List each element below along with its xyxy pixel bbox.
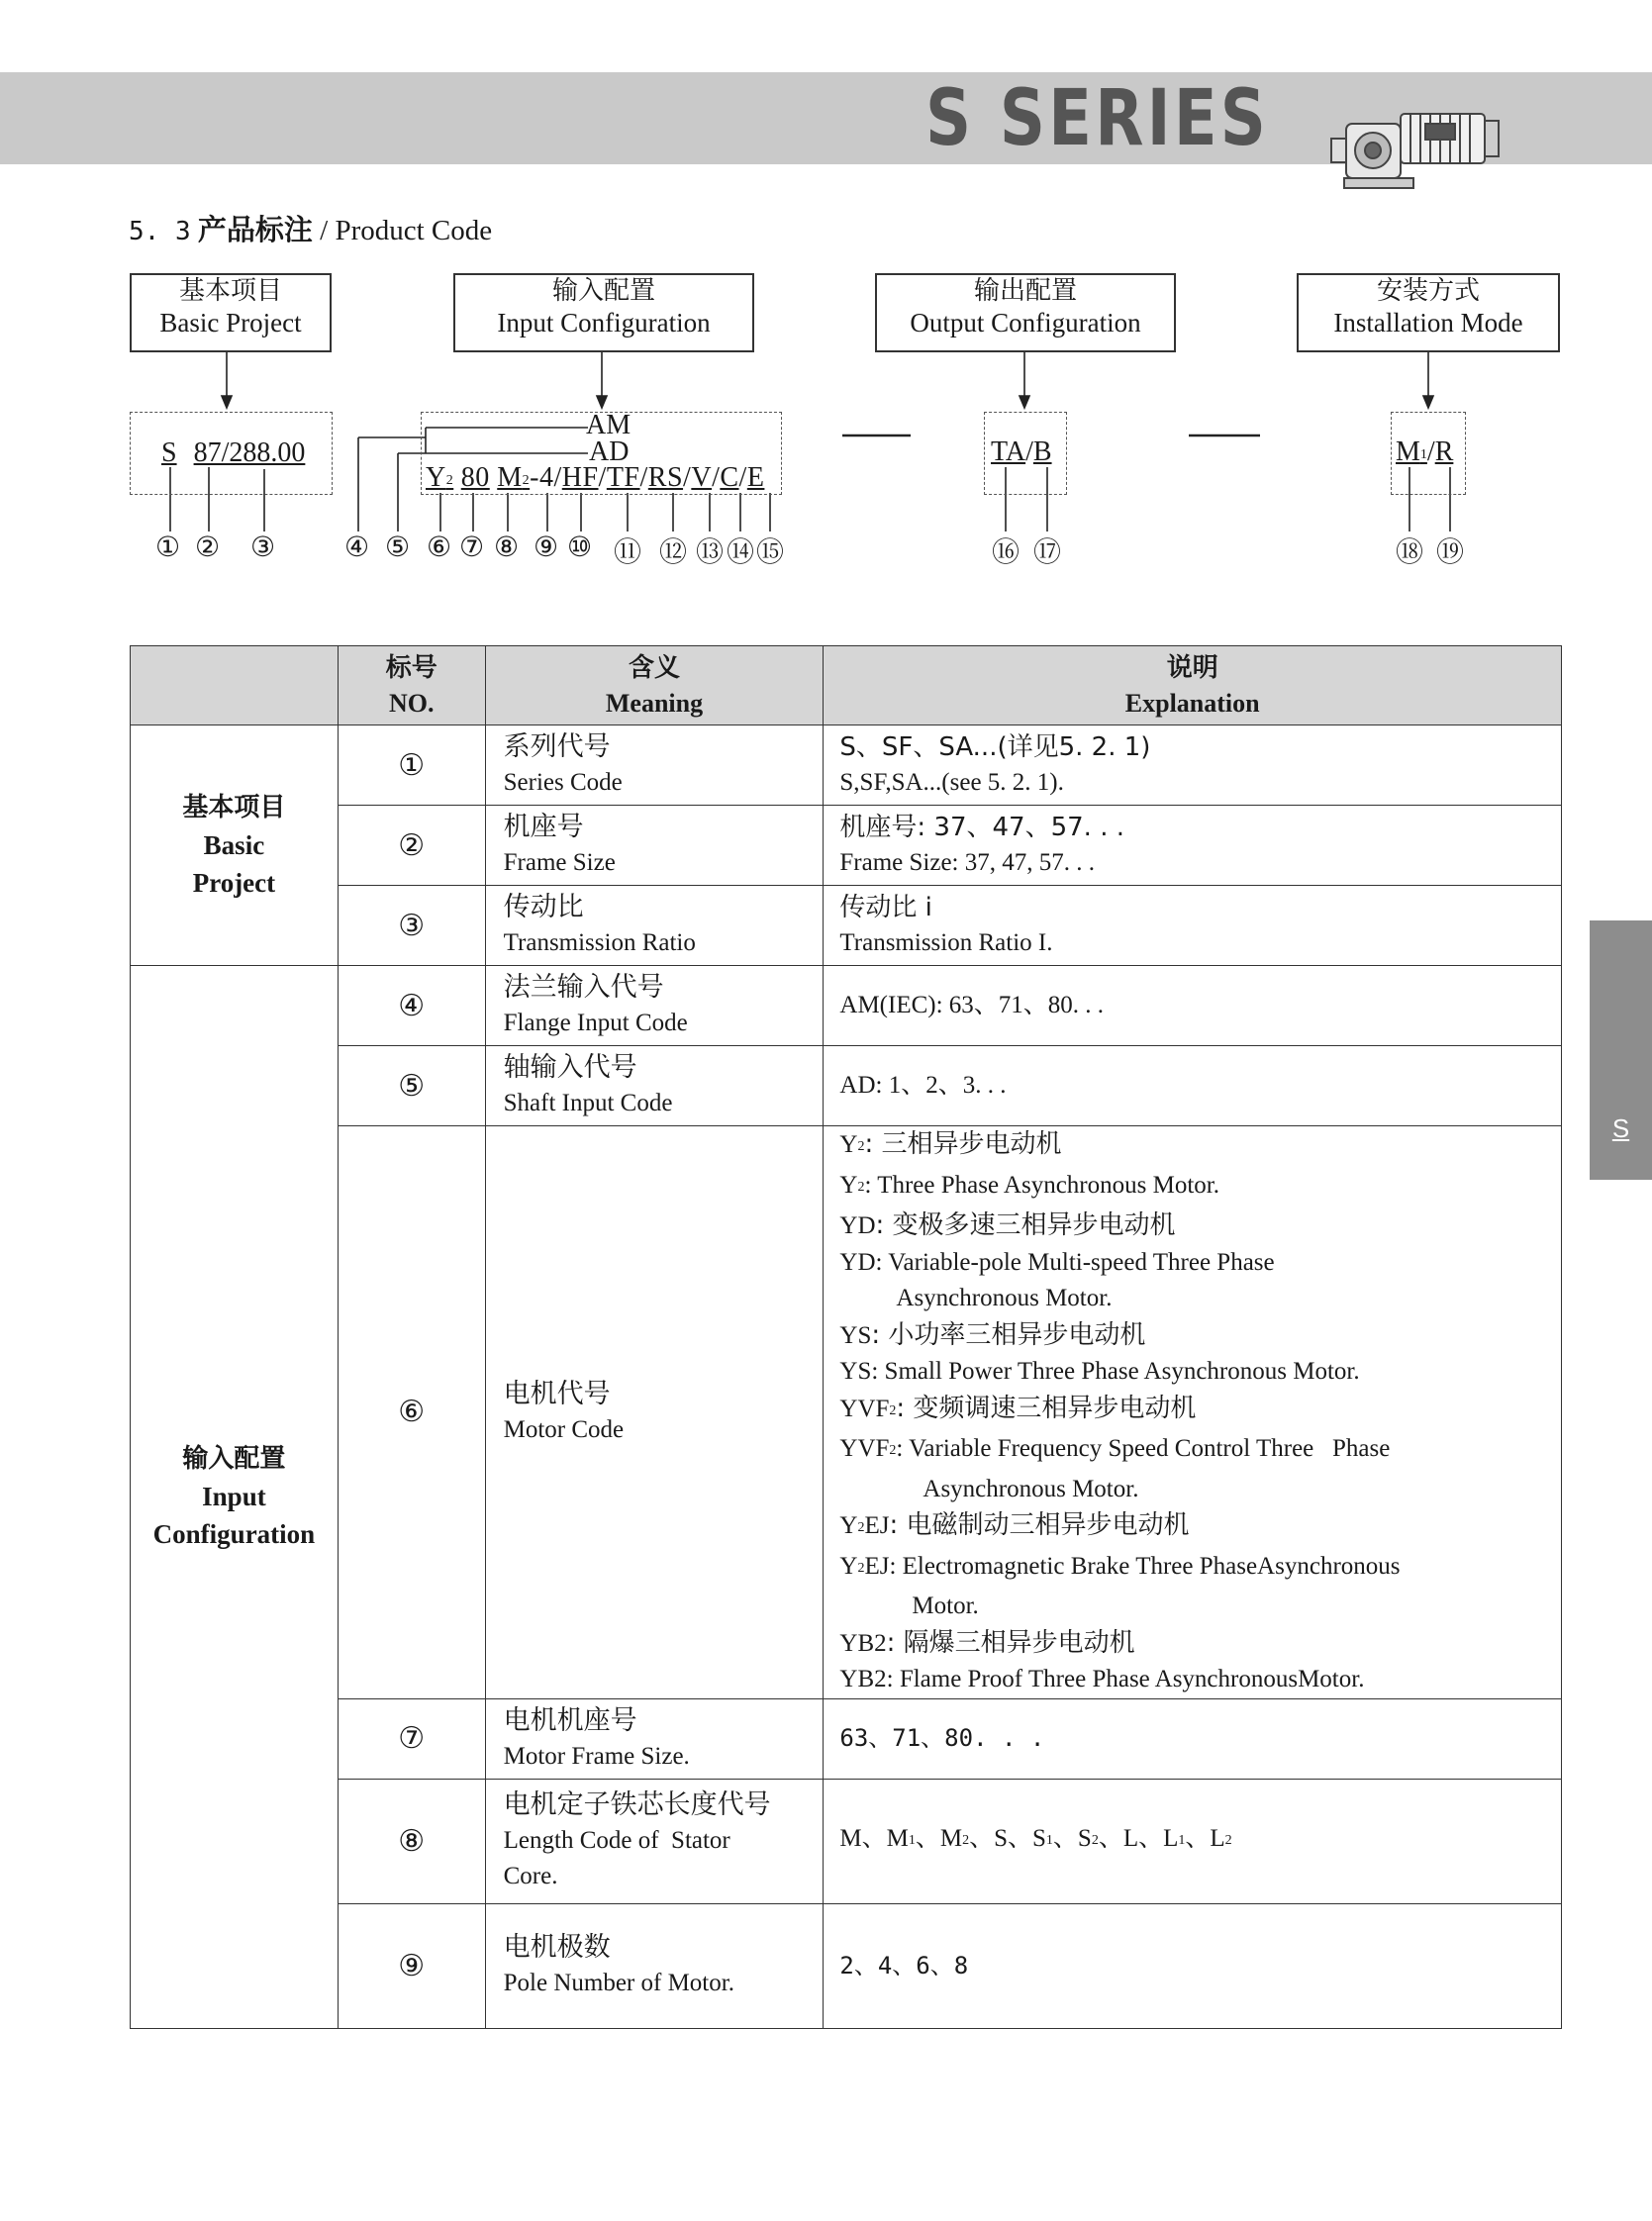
- table-row: [131, 1046, 1562, 1126]
- stator-code-sub: 1: [908, 1832, 916, 1848]
- explanation-line: Transmission Ratio I.: [839, 929, 1053, 956]
- table-row: [131, 1903, 1562, 2028]
- explanation-line: [839, 1391, 1561, 1432]
- code-m1: M: [1396, 436, 1420, 467]
- motor-text: : 小功率三相异步电动机: [871, 1319, 1146, 1350]
- explanation-line: [839, 1126, 1561, 1168]
- motor-prefix: YVF: [839, 1395, 890, 1422]
- table-row: [131, 1126, 1562, 1699]
- code-slash-2: /: [639, 462, 648, 493]
- explanation-line: [839, 1549, 1561, 1590]
- motor-prefix-sub: 2: [857, 1560, 865, 1576]
- meaning-cell: [485, 725, 824, 806]
- group-input-en1: Input: [202, 1482, 266, 1512]
- explanation-line: [839, 1507, 1561, 1549]
- box-basic-project: [130, 273, 332, 352]
- motor-prefix-sub: 2: [857, 1520, 865, 1535]
- explanation-cell: [824, 1046, 1562, 1126]
- circle-2: ②: [195, 531, 221, 563]
- code-poles: -4/: [530, 462, 562, 493]
- code-e: E: [746, 462, 765, 493]
- motor-prefix: YVF: [839, 1435, 890, 1462]
- motor-text: : Variable Frequency Speed Control Three Phase: [896, 1435, 1391, 1462]
- side-tab[interactable]: [1590, 920, 1652, 1180]
- motor-prefix: YS: [839, 1358, 872, 1385]
- circle-19: ⑲: [1436, 535, 1465, 568]
- stator-code-part: 、S: [1052, 1824, 1092, 1852]
- group-input-en2: Configuration: [152, 1519, 316, 1550]
- meaning-cn: 法兰输入代号: [503, 972, 664, 1003]
- meaning-cn: 系列代号: [503, 731, 611, 762]
- explanation-cell: [824, 1779, 1562, 1903]
- stator-code-part: M、M: [839, 1824, 909, 1852]
- group-basic-cn: 基本项目: [182, 793, 286, 822]
- meaning-en: Frame Size: [503, 849, 616, 876]
- code-b: B: [1032, 436, 1052, 467]
- explanation-line: 63、71、80. . .: [839, 1724, 1045, 1753]
- code-80: 80: [460, 462, 490, 493]
- code-rs: RS: [647, 462, 684, 493]
- group-basic-en1: Basic: [203, 830, 265, 860]
- box-installation-mode: [1297, 273, 1560, 352]
- explanation-cell: [824, 725, 1562, 806]
- motor-text: : Small Power Three Phase Asynchronous Motor.: [871, 1358, 1360, 1385]
- meaning-cell: [485, 886, 824, 966]
- header-no-cn: 标号: [385, 652, 437, 683]
- circle-5: ⑤: [385, 531, 411, 563]
- group-input-configuration: [131, 966, 339, 2029]
- code-ta: TA: [991, 436, 1026, 467]
- explanation-line: AD: 1、2、3. . .: [839, 1071, 1007, 1099]
- motor-text: : 电磁制动三相异步电动机: [889, 1510, 1190, 1540]
- group-basic-project: [131, 725, 339, 966]
- meaning-cn: 机座号: [503, 812, 584, 842]
- box-basic-project-cn: 基本项目: [178, 276, 282, 306]
- motor-prefix-sub: 2: [889, 1402, 897, 1418]
- header-explanation-en: Explanation: [1124, 688, 1260, 718]
- header-explanation-cn: 说明: [1166, 652, 1218, 683]
- motor-prefix: Y: [839, 1171, 858, 1199]
- explanation-line: 机座号: 37、47、57. . .: [839, 812, 1124, 842]
- circle-7: ⑦: [459, 531, 485, 563]
- motor-prefix-suffix: EJ: [864, 1512, 890, 1539]
- stator-code-sub: 2: [1091, 1832, 1099, 1848]
- group-input-cn: 输入配置: [182, 1444, 286, 1475]
- code-install-slash: /: [1426, 436, 1435, 467]
- row-number: ④: [338, 966, 485, 1046]
- circle-1: ①: [155, 531, 181, 563]
- code-tf: TF: [606, 462, 640, 493]
- motor-prefix-sub: 2: [857, 1179, 865, 1195]
- circle-13: ⑬: [696, 535, 725, 568]
- explanation-line: [839, 1431, 1561, 1472]
- explanation-line: 2、4、6、8: [839, 1951, 969, 1980]
- circle-14: ⑭: [727, 535, 755, 568]
- table-row: [131, 806, 1562, 886]
- page-title: S SERIES: [925, 74, 1270, 163]
- motor-prefix-suffix: EJ: [864, 1552, 890, 1580]
- explanation-line: Asynchronous Motor.: [923, 1475, 1139, 1502]
- header-no-en: NO.: [389, 688, 435, 718]
- stator-code-sub: 2: [1224, 1832, 1232, 1848]
- meaning-en: Transmission Ratio: [503, 929, 696, 956]
- explanation-cell: [824, 1903, 1562, 2028]
- table-row: [131, 886, 1562, 966]
- input-code: [426, 462, 764, 494]
- motor-text: : Three Phase Asynchronous Motor.: [864, 1171, 1219, 1199]
- explanation-line: [839, 1354, 1561, 1391]
- basic-code: [161, 437, 305, 469]
- circle-12: ⑫: [659, 535, 688, 568]
- code-v: V: [691, 462, 713, 493]
- stator-code-part: 、S、S: [969, 1824, 1046, 1852]
- section-separator: /: [320, 215, 329, 246]
- code-frame-ratio: 87/288.00: [193, 437, 306, 468]
- motor-text: : Electromagnetic Brake Three PhaseAsynchronous: [889, 1552, 1401, 1580]
- output-code: [991, 436, 1052, 468]
- meaning-en: Core.: [503, 1863, 558, 1889]
- code-y-sub: 2: [445, 473, 454, 488]
- box-output-configuration: [875, 273, 1176, 352]
- circle-15: ⑮: [756, 535, 785, 568]
- explanation-line: [839, 1168, 1561, 1208]
- meaning-cell: [485, 1126, 824, 1699]
- code-c: C: [720, 462, 739, 493]
- explanation-line: Motor.: [912, 1593, 979, 1619]
- circle-18: ⑱: [1396, 535, 1424, 568]
- row-number: ⑤: [338, 1046, 485, 1126]
- stator-code-part: 、L、L: [1098, 1824, 1179, 1852]
- circle-16: ⑯: [992, 535, 1020, 568]
- circle-8: ⑧: [494, 531, 520, 563]
- meaning-cell: [485, 1903, 824, 2028]
- explanation-line: [839, 1207, 1561, 1245]
- meaning-cell: [485, 806, 824, 886]
- motor-prefix: Y: [839, 1131, 858, 1158]
- meaning-en: Length Code of Stator: [503, 1827, 730, 1854]
- meaning-cell: [485, 1779, 824, 1903]
- motor-prefix: YD: [839, 1248, 876, 1276]
- table-row: [131, 725, 1562, 806]
- motor-prefix: YB2: [839, 1629, 887, 1657]
- motor-text: : 隔爆三相异步电动机: [886, 1627, 1135, 1658]
- circle-11: ⑪: [614, 535, 642, 568]
- table-row: [131, 966, 1562, 1046]
- product-code-table: [130, 645, 1562, 2029]
- explanation-cell: [824, 1126, 1562, 1699]
- meaning-en: Pole Number of Motor.: [503, 1970, 734, 1996]
- motor-text: : 变极多速三相异步电动机: [875, 1210, 1176, 1240]
- header-no: [338, 646, 485, 725]
- stator-code-sub: 2: [962, 1832, 970, 1848]
- header-group: [131, 646, 339, 725]
- explanation-line: Asynchronous Motor.: [896, 1285, 1113, 1311]
- explanation-line: [839, 1821, 1561, 1862]
- meaning-cn: 电机机座号: [503, 1704, 637, 1736]
- motor-prefix: Y: [839, 1552, 858, 1580]
- meaning-cn: 电机定子铁芯长度代号: [503, 1789, 771, 1820]
- box-basic-project-en: Basic Project: [159, 308, 302, 338]
- table-row: [131, 1779, 1562, 1903]
- header-meaning-cn: 含义: [629, 652, 681, 683]
- meaning-cn: 传动比: [503, 892, 584, 922]
- table-row: [131, 1698, 1562, 1779]
- explanation-line: 传动比 i: [839, 892, 932, 922]
- explanation-line: [839, 1662, 1561, 1698]
- explanation-line: [839, 1317, 1561, 1355]
- meaning-en: Motor Code: [503, 1415, 625, 1443]
- stator-code-sub: 1: [1045, 1832, 1053, 1848]
- circle-3: ③: [250, 531, 276, 563]
- meaning-cn: 轴输入代号: [503, 1052, 637, 1083]
- circle-6: ⑥: [427, 531, 452, 563]
- motor-prefix: YD: [839, 1212, 876, 1239]
- meaning-cn: 电机代号: [503, 1378, 611, 1409]
- code-slash-5: /: [738, 462, 747, 493]
- motor-prefix-sub: 2: [889, 1443, 897, 1458]
- code-slash-1: /: [598, 462, 607, 493]
- explanation-line: [839, 1245, 1561, 1282]
- code-slash-3: /: [683, 462, 692, 493]
- motor-text: : 三相异步电动机: [864, 1129, 1062, 1159]
- box-installation-mode-cn: 安装方式: [1376, 276, 1480, 306]
- motor-prefix: YB2: [839, 1666, 887, 1692]
- code-r: R: [1434, 436, 1454, 467]
- box-input-configuration-en: Input Configuration: [497, 308, 711, 338]
- box-input-configuration: [453, 273, 754, 352]
- motor-text: : 变频调速三相异步电动机: [896, 1393, 1197, 1423]
- motor-prefix: YS: [839, 1321, 872, 1349]
- code-y: Y: [426, 462, 446, 493]
- meaning-en: Series Code: [503, 769, 623, 796]
- side-tab-label: S: [1611, 1113, 1630, 1143]
- explanation-line: S、SF、SA...(详见5. 2. 1): [839, 731, 1151, 762]
- table-header-row: [131, 646, 1562, 725]
- circle-17: ⑰: [1033, 535, 1062, 568]
- stator-code-sub: 1: [1178, 1832, 1186, 1848]
- row-number: ⑦: [338, 1698, 485, 1779]
- code-s: S: [161, 437, 177, 468]
- code-m1-sub: 1: [1419, 447, 1427, 462]
- explanation-line: AM(IEC): 63、71、80. . .: [839, 991, 1105, 1018]
- meaning-cell: [485, 1046, 824, 1126]
- explanation-cell: [824, 806, 1562, 886]
- section-title-en: Product Code: [335, 215, 493, 246]
- motor-prefix: Y: [839, 1512, 858, 1539]
- box-installation-mode-en: Installation Mode: [1333, 308, 1523, 338]
- code-hf: HF: [561, 462, 599, 493]
- row-number: ②: [338, 806, 485, 886]
- header-explanation: [824, 646, 1562, 725]
- explanation-cell: [824, 966, 1562, 1046]
- input-ad: AD: [589, 436, 630, 467]
- motor-text: : Flame Proof Three Phase AsynchronousMotor.: [886, 1666, 1365, 1692]
- motor-text: : Variable-pole Multi-speed Three Phase: [875, 1248, 1275, 1276]
- explanation-cell: [824, 886, 1562, 966]
- explanation-line: [839, 1625, 1561, 1663]
- motor-prefix-sub: 2: [857, 1139, 865, 1154]
- meaning-en: Shaft Input Code: [503, 1090, 673, 1116]
- code-slash-4: /: [712, 462, 721, 493]
- section-number: 5. 3: [129, 217, 191, 246]
- code-m: M: [497, 462, 523, 493]
- header-meaning-en: Meaning: [605, 688, 704, 718]
- meaning-cn: 电机极数: [503, 1932, 611, 1963]
- box-input-configuration-cn: 输入配置: [551, 276, 655, 306]
- meaning-cell: [485, 966, 824, 1046]
- group-basic-en2: Project: [192, 868, 276, 898]
- code-output-slash: /: [1025, 436, 1033, 467]
- explanation-cell: [824, 1698, 1562, 1779]
- section-title-cn: 产品标注: [197, 213, 313, 246]
- explanation-line: S,SF,SA...(see 5. 2. 1).: [839, 769, 1064, 796]
- row-number: ⑥: [338, 1126, 485, 1699]
- row-number: ⑨: [338, 1903, 485, 2028]
- install-code: [1396, 436, 1453, 468]
- row-number: ③: [338, 886, 485, 966]
- box-output-configuration-cn: 输出配置: [973, 276, 1077, 306]
- explanation-line: Frame Size: 37, 47, 57. . .: [839, 849, 1095, 876]
- row-number: ①: [338, 725, 485, 806]
- meaning-en: Motor Frame Size.: [503, 1742, 690, 1770]
- circle-4: ④: [344, 531, 370, 563]
- input-am: AM: [586, 410, 632, 440]
- meaning-cell: [485, 1698, 824, 1779]
- box-output-configuration-en: Output Configuration: [910, 308, 1141, 338]
- stator-code-part: 、M: [915, 1824, 963, 1852]
- circle-10: ⑩: [567, 531, 593, 563]
- code-m-sub: 2: [522, 473, 531, 488]
- row-number: ⑧: [338, 1779, 485, 1903]
- meaning-en: Flange Input Code: [503, 1010, 688, 1036]
- header-meaning: [485, 646, 824, 725]
- circle-9: ⑨: [534, 531, 559, 563]
- stator-code-part: 、L: [1185, 1824, 1225, 1852]
